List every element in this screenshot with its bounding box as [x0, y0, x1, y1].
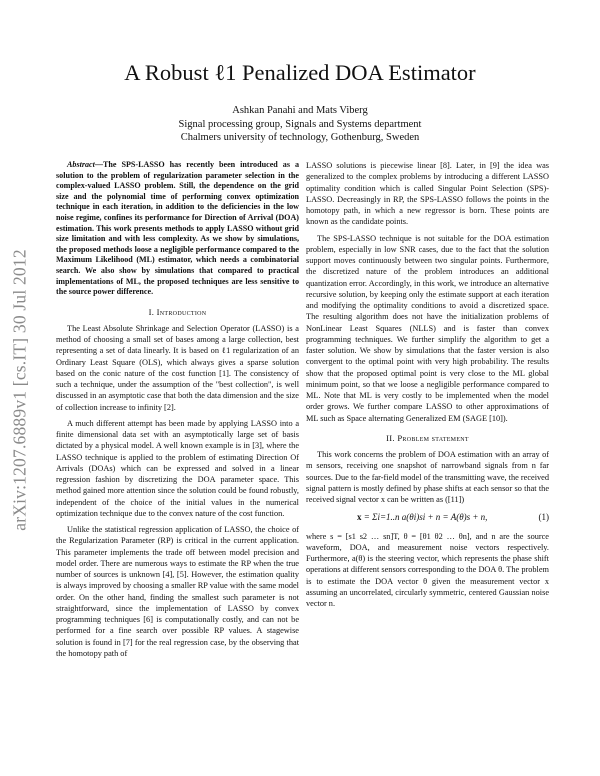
section-heading-introduction: I. Introduction — [148, 306, 207, 317]
equation-number: (1) — [538, 512, 549, 523]
abstract-text: —The SPS-LASSO has recently been introduced as a solution to the problem of regularization parameter selection in the complex-valued LASSO problem. Still, the dependence on the grid size and the polynomial time of performing convex optimization technique in each iteration, in addition to the deficiencies in the low noise regime, confines its performance for Direction of Arrival (DOA) estimation. This work presents methods to apply LASSO without grid size limitation and with less complexity. As we show by simulations, the proposed methods loose a negligible performance compared to the Maximum Likelihood (ML) estimator, which needs a combinatorial search. We also show by simulations that compared to practical implementations of ML, the proposed techniques are less sensitive to the source power difference. — [56, 160, 299, 297]
intro-paragraph: A much different attempt has been made by applying LASSO into a finite dimensional data set with an asymptotically large set of basis dictated by a physical model. A well known example is in [3], where the LASSO technique is applied to the problem of estimating Direction Of Arrivals (DOAs) which can be expressed and solved in a linear regression fashion by discretizing the DOA parameter space. This method gained more attention since the solution could be found robustly, independent of the choice of the initial values in the numerical optimization technique due to the convex nature of the cost function. — [56, 418, 299, 518]
problem-paragraph: This work concerns the problem of DOA estimation with an array of m sensors, receiving one snapshot of narrowband signals from n far sources. Due to the far-field model of the transmitting wave, the received signal pattern is mostly defined by phase shifts at each sensor so that the received signal vector x can be written as ([11]) — [306, 450, 549, 504]
arxiv-stamp — [2, 200, 38, 580]
body-paragraph: The SPS-LASSO technique is not suitable for the DOA estimation problem, especially in low SNR cases, due to the fact that the solution support moves continuously between two singular points. Furthermore, the discretized nature of the problem introduces an additional quantization error. Accordingly, in this work, we introduce an alternative recursive solution, by keeping only the estimate support at each iteration and modifying the optimality conditions to avoid a discretized space. The resulting algorithm does not have the initialization problems of NonLinear Least Squares (NLLS) and is faster than convex programming techniques. We further simplify the algorithm to get a faster solution. We show by simulations that the faster version is also convergent to the optimal point with very high probability. The results show that the proposed optimal point is very close to the ML global minimum point, so that we loose a negligible performance compared to ML. Note that ML is very costly to be implemented when the model order grows. We further compare LASSO to other approximations of ML such as Space alternating Generalized EM (SAGE [10]). — [306, 233, 549, 423]
right-column — [306, 160, 549, 609]
equation-lhs: x — [357, 512, 362, 523]
intro-paragraph: The Least Absolute Shrinkage and Selection Operator (LASSO) is a method of choosing a small set of bases among a large collection, best representing a set of data linearly. It is based on ℓ1 regularization of an Ordinary Least Square (OLS), which always gives a sparse solution based on the conic nature of the cost function [1]. The consistency of such a technique, under the assumption of the "best collection", is well discussed in an asymptotic case that both the data dimension and the size of collection increase to infinity [2]. — [56, 323, 299, 412]
section-heading-problem-statement: II. Problem statement — [386, 432, 469, 443]
author-department: Signal processing group, Signals and Systems department — [178, 118, 422, 130]
author-university: Chalmers university of technology, Gothenburg, Sweden — [180, 132, 420, 143]
arxiv-stamp-text: arXiv:1207.6889v1 [cs.IT] 30 Jul 2012 — [9, 249, 30, 531]
equation-rhs: = Σi=1..n a(θi)si + n = A(θ)s + n, — [363, 512, 488, 523]
left-column — [56, 160, 299, 659]
intro-paragraph: Unlike the statistical regression application of LASSO, the choice of the Regularization Parameter (RP) is critical in the current application. This parameter implements the trade off between model precision and model order. There are numerous ways to estimate the RP when the true number of sources is unknown [4], [5]. However, the estimation quality is always improved by choosing a smaller RP value with the same model order. On the other hand, finding the smallest such parameter is not straightforward, since the implementation of LASSO by convex programming techniques [6] is computationally costly, and can not be performed for a fine search over possible RP values. A stagewise solution is found in [7] for the real regression case, by the observing that the homotopy path of — [56, 525, 299, 658]
body-paragraph: LASSO solutions is piecewise linear [8]. Later, in [9] the idea was generalized to the complex problems by introducing a different LASSO optimality condition which is called Singular Point Selection (SPS)-LASSO. Decreasingly in RP, the SPS-LASSO follows the points in the homotopy path, in which a new regressor is born. These points are known as the candidate points. — [306, 161, 549, 227]
problem-paragraph: where s = [s1 s2 … sn]T, θ = [θ1 θ2 … θn], and n are the source waveform, DOA, and measurement noise vectors respectively. Furthermore, a(θ) is the steering vector, which represents the phase shift operations at different sensors corresponding to the DOA θ. The problem is to estimate the DOA vector θ given the measurement vector x assuming an uncorrelated, circularly symmetric, centered Gaussian noise vector n. — [306, 531, 549, 608]
abstract-label: Abstract — [67, 160, 95, 169]
equation-body — [306, 512, 539, 523]
author-block — [0, 104, 600, 145]
author-names: Ashkan Panahi and Mats Viberg — [232, 105, 368, 116]
abstract — [56, 160, 299, 298]
equation-1 — [306, 512, 549, 523]
paper-title: A Robust ℓ1 Penalized DOA Estimator — [124, 60, 476, 85]
